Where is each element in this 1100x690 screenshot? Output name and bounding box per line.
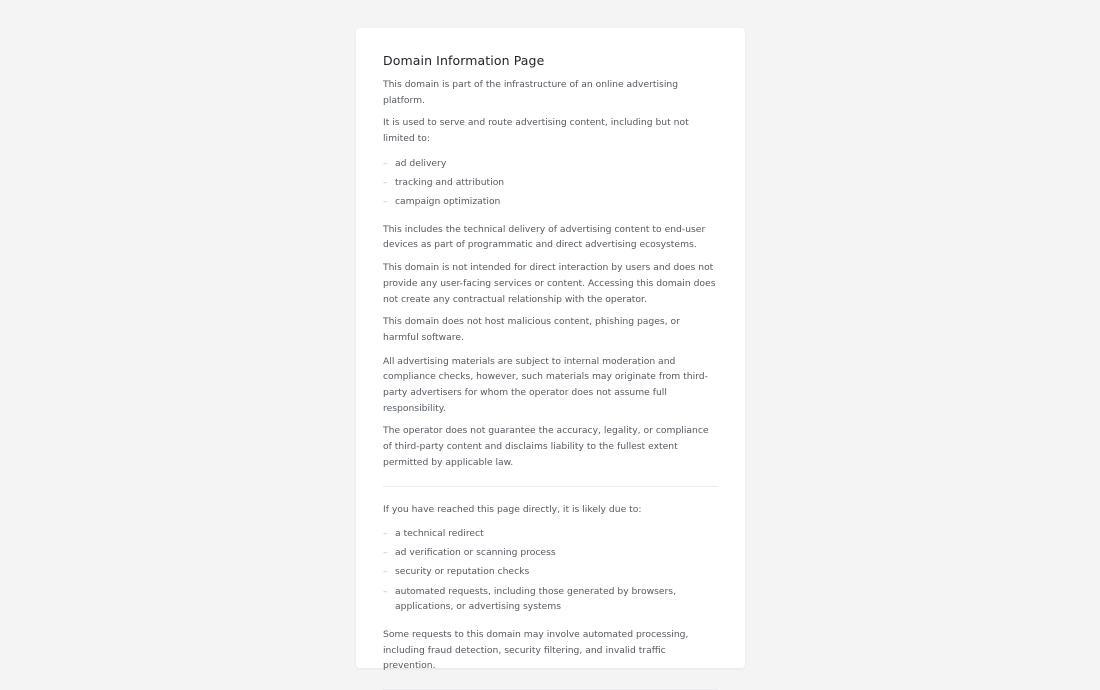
section-divider [383,486,718,487]
list-item: – security or reputation checks [383,564,718,580]
body-paragraph: This domain does not host malicious content, phishing pages, or harmful software. [383,316,680,343]
list-item: – campaign optimization [383,194,718,210]
intro-paragraph: It is used to serve and route advertising content, including but not limited to: [383,117,689,145]
body-paragraph: The operator does not guarantee the accuracy, legality, or compliance of third-party content and disclaims liability to the fullest extent permitted by applicable law. [383,425,709,468]
reasons-intro: If you have reached this page directly, it is likely due to: [383,503,642,515]
closing-paragraph: Some requests to this domain may involve automated processing, including fraud detection, security filtering, and invalid traffic prevention. [383,628,689,672]
body-paragraph: All advertising materials are subject to internal moderation and compliance checks, however, such materials may originate from third-party advertisers for whom the operator does not assume full responsibility. [383,355,708,414]
list-item: – ad delivery [383,156,718,172]
uses-list [383,156,718,210]
intro-paragraph: This domain is part of the infrastructure of an online advertising platform. [383,79,679,106]
body-paragraph: This domain is not intended for direct interaction by users and does not provide any user-facing services or content. Accessing this domain does not create any contractual relationship with the operator. [383,262,716,305]
list-item: – tracking and attribution [383,175,718,191]
list-item: – a technical redirect [383,526,718,542]
list-item: – ad verification or scanning process [383,545,718,561]
page-title: Domain Information Page [383,53,545,68]
list-item: – automated requests, including those generated by browsers, applications, or advertising systems [383,584,718,615]
reasons-list [383,526,718,615]
body-paragraph: This includes the technical delivery of advertising content to end-user devices as part of programmatic and direct advertising ecosystems. [383,223,706,251]
domain-info-card [356,28,745,672]
